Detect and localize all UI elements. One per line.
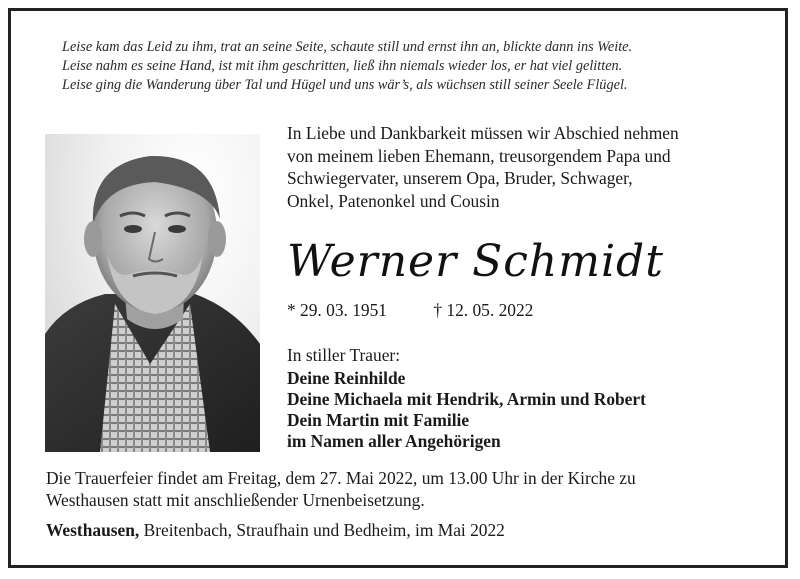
poem-line: Leise nahm es seine Hand, ist mit ihm geschritten, ließ ihn niemals wieder los, er hat viel gelitten.	[62, 58, 623, 74]
deceased-name: Werner Schmidt	[287, 236, 664, 287]
portrait-illustration	[45, 134, 260, 452]
mourner-line: Deine Reinhilde	[287, 368, 406, 388]
service-line: Westhausen statt mit anschließender Urnenbeisetzung.	[46, 490, 425, 510]
service-info	[46, 467, 636, 511]
places-line	[46, 520, 505, 541]
places-rest: Breitenbach, Straufhain und Bedheim, im Mai 2022	[139, 520, 505, 540]
birth-date: * 29. 03. 1951	[287, 300, 387, 320]
intro-line: Schwiegervater, unserem Opa, Bruder, Schwager,	[287, 168, 633, 188]
places-town: Westhausen,	[46, 520, 140, 540]
intro-text	[287, 122, 679, 212]
service-line: Die Trauerfeier findet am Freitag, dem 27. Mai 2022, um 13.00 Uhr in der Kirche zu	[46, 468, 636, 488]
mourners-list	[287, 368, 646, 452]
mourning-label: In stiller Trauer:	[287, 345, 401, 365]
portrait-photo	[45, 134, 260, 452]
death-date: † 12. 05. 2022	[433, 300, 534, 320]
mourner-line: Dein Martin mit Familie	[287, 410, 470, 430]
intro-line: Onkel, Patenonkel und Cousin	[287, 190, 500, 211]
life-dates	[287, 300, 533, 321]
mourner-line: im Namen aller Angehörigen	[287, 431, 501, 451]
poem-line: Leise ging die Wanderung über Tal und Hügel und uns wär’s, als wüchsen still seiner Seele Flügel.	[62, 77, 628, 93]
poem-line: Leise kam das Leid zu ihm, trat an seine Seite, schaute still und ernst ihn an, blickte dann ins Weite.	[62, 39, 633, 55]
mourner-line: Deine Michaela mit Hendrik, Armin und Robert	[287, 389, 646, 409]
intro-line: von meinem lieben Ehemann, treusorgendem Papa und	[287, 145, 671, 166]
poem	[62, 38, 782, 95]
intro-line: In Liebe und Dankbarkeit müssen wir Abschied nehmen	[287, 123, 679, 143]
